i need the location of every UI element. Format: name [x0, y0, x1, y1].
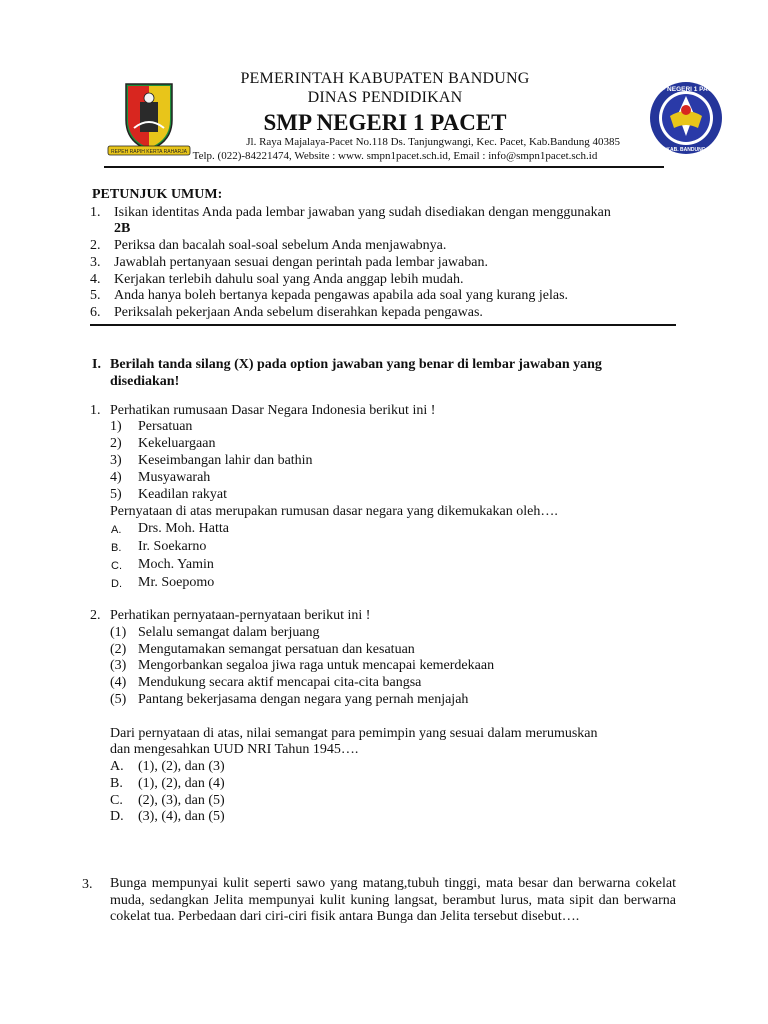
- list-item-text: Mengorbankan segaloa jiwa raga untuk mencapai kemerdekaan: [138, 658, 495, 673]
- option-letter[interactable]: D.: [110, 809, 124, 824]
- list-item-text: Mengutamakan semangat persatuan dan kesatuan: [138, 642, 415, 657]
- list-item-number: 2): [110, 436, 122, 451]
- instruction-text: Periksalah pekerjaan Anda sebelum diserahkan kepada pengawas.: [114, 305, 483, 320]
- smp-negeri-1-pacet-emblem-icon: [648, 80, 724, 156]
- instruction-number: 4.: [90, 272, 101, 287]
- list-item-number: (5): [110, 692, 127, 707]
- list-item-text: Kekeluargaan: [138, 436, 216, 451]
- instruction-number: 3.: [90, 255, 101, 270]
- instruction-text: Isikan identitas Anda pada lembar jawaban yang sudah disediakan dengan menggunakan: [114, 205, 611, 220]
- list-item-number: 3): [110, 453, 122, 468]
- instruction-number: 5.: [90, 288, 101, 303]
- header-address: Jl. Raya Majalaya-Pacet No.118 Ds. Tanjungwangi, Kec. Pacet, Kab.Bandung 40385: [246, 136, 620, 148]
- option-text[interactable]: Ir. Soekarno: [138, 539, 207, 554]
- list-item-text: Pantang bekerjasama dengan negara yang pernah menjajah: [138, 692, 469, 707]
- instruction-text: Jawablah pertanyaan sesuai dengan perintah pada lembar jawaban.: [114, 255, 488, 270]
- option-text[interactable]: (1), (2), dan (3): [138, 759, 225, 774]
- question-stem: Perhatikan rumusaan Dasar Negara Indonesia berikut ini !: [110, 403, 436, 418]
- instruction-text: Periksa dan bacalah soal-soal sebelum Anda menjawabnya.: [114, 238, 447, 253]
- header-government: PEMERINTAH KABUPATEN BANDUNG: [240, 70, 530, 87]
- list-item-number: (1): [110, 625, 127, 640]
- question-prompt: Pernyataan di atas merupakan rumusan dasar negara yang dikemukakan oleh….: [110, 504, 558, 519]
- option-text[interactable]: Mr. Soepomo: [138, 575, 215, 590]
- question-prompt-continuation: dan mengesahkan UUD NRI Tahun 1945….: [110, 742, 359, 757]
- question-stem: Perhatikan pernyataan-pernyataan berikut ini !: [110, 608, 371, 623]
- list-item-number: 1): [110, 419, 122, 434]
- instruction-text: Kerjakan terlebih dahulu soal yang Anda anggap lebih mudah.: [114, 272, 464, 287]
- option-letter[interactable]: D.: [111, 578, 122, 590]
- list-item-number: (3): [110, 658, 127, 673]
- question-number: 2.: [90, 608, 101, 623]
- list-item-text: Selalu semangat dalam berjuang: [138, 625, 320, 640]
- list-item-number: (4): [110, 675, 127, 690]
- instruction-number: 2.: [90, 238, 101, 253]
- section-instruction-continuation: disediakan!: [110, 374, 180, 389]
- list-item-text: Keseimbangan lahir dan bathin: [138, 453, 313, 468]
- list-item-number: (2): [110, 642, 127, 657]
- left-logo-ribbon-text: REPEH RAPIH KERTA RAHARJA: [111, 149, 187, 155]
- option-letter[interactable]: C.: [110, 793, 123, 808]
- option-letter[interactable]: B.: [111, 542, 122, 554]
- option-letter[interactable]: B.: [110, 776, 123, 791]
- option-text[interactable]: (3), (4), dan (5): [138, 809, 225, 824]
- option-letter[interactable]: C.: [111, 560, 122, 572]
- option-letter[interactable]: A.: [111, 524, 122, 536]
- section-number: I.: [92, 357, 101, 372]
- header-department: DINAS PENDIDIKAN: [307, 89, 463, 106]
- option-text[interactable]: (1), (2), dan (4): [138, 776, 225, 791]
- list-item-text: Mendukung secara aktif mencapai cita-cita bangsa: [138, 675, 422, 690]
- option-text[interactable]: Moch. Yamin: [138, 557, 214, 572]
- header-divider: [104, 166, 664, 168]
- right-logo-ring-text: SMP NEGERI 1 PACET: [651, 86, 721, 93]
- question-number: 3.: [82, 877, 93, 892]
- instruction-text-continuation: 2B: [114, 221, 131, 236]
- list-item-number: 5): [110, 487, 122, 502]
- list-item-text: Musyawarah: [138, 470, 211, 485]
- instruction-number: 6.: [90, 305, 101, 320]
- section-divider: [90, 324, 676, 326]
- question-number: 1.: [90, 403, 101, 418]
- option-letter[interactable]: A.: [110, 759, 124, 774]
- list-item-number: 4): [110, 470, 122, 485]
- right-logo-bottom-text: KAB. BANDUNG: [666, 147, 706, 153]
- header-school-name: SMP NEGERI 1 PACET: [263, 110, 507, 135]
- list-item-text: Persatuan: [138, 419, 193, 434]
- option-text[interactable]: (2), (3), dan (5): [138, 793, 225, 808]
- instruction-text: Anda hanya boleh bertanya kepada pengawas apabila ada soal yang kurang jelas.: [114, 288, 569, 303]
- list-item-text: Keadilan rakyat: [138, 487, 228, 502]
- question-stem: Bunga mempunyai kulit seperti sawo yang matang,tubuh tinggi, mata besar dan berwarna cokelat muda, sedangkan Jelita mempunyai kulit kuning langsat, berambut lurus, mata sipit dan berwarna cokelat tua. Perbedaan dari ciri-ciri fisik antara Bunga dan Jelita tersebut disebut….: [110, 876, 676, 924]
- header-contact: Telp. (022)-84221474, Website : www. smpn1pacet.sch.id, Email : info@smpn1pacet.sch.id: [192, 150, 598, 162]
- option-text[interactable]: Drs. Moh. Hatta: [138, 521, 229, 536]
- question-prompt: Dari pernyataan di atas, nilai semangat para pemimpin yang sesuai dalam merumuskan: [110, 726, 598, 741]
- instructions-title: PETUNJUK UMUM:: [92, 187, 223, 202]
- instruction-number: 1.: [90, 205, 101, 220]
- section-instruction: Berilah tanda silang (X) pada option jawaban yang benar di lembar jawaban yang: [110, 357, 602, 372]
